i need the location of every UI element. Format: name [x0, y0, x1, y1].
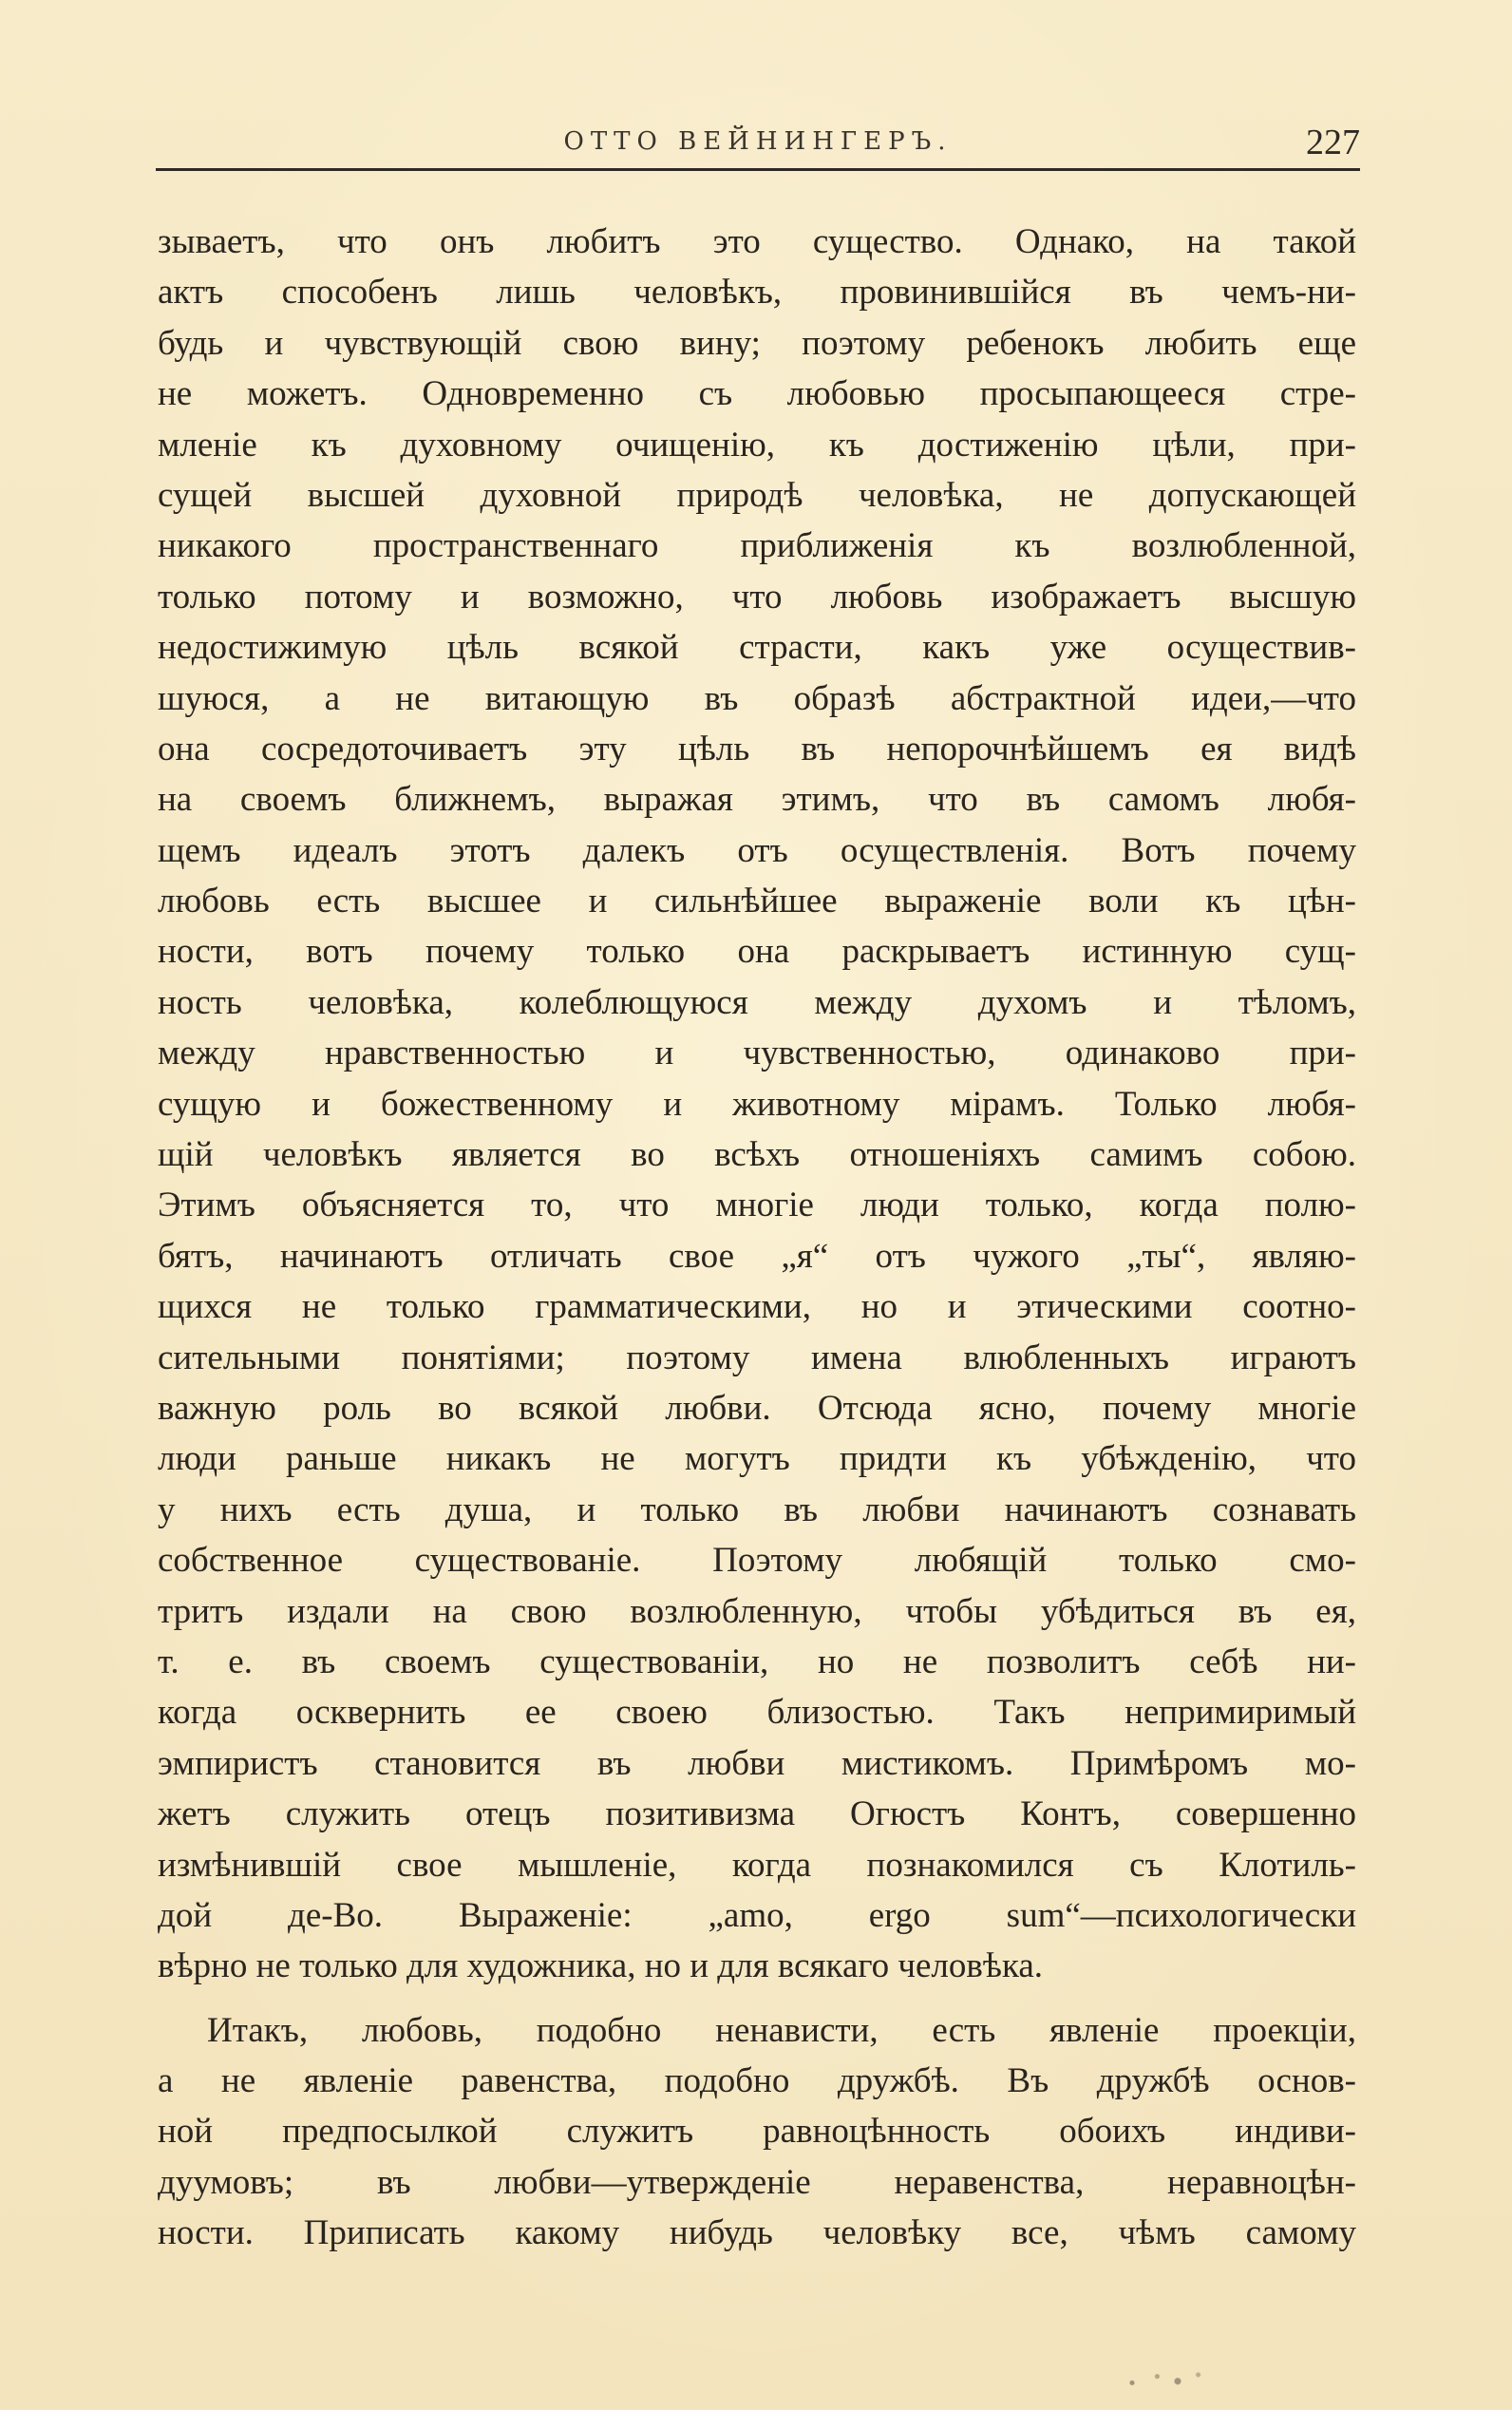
text-line: недостижимую цѣль всякой страсти, какъ уже осуществив-	[158, 628, 1356, 668]
text-line: ность человѣка, колеблющуюся между духомъ и тѣломъ,	[158, 982, 1356, 1022]
text-line: тритъ издали на свою возлюбленную, чтобы убѣдиться въ ея,	[158, 1591, 1356, 1631]
header-rule	[156, 168, 1360, 171]
text-line: на своемъ ближнемъ, выражая этимъ, что въ самомъ любя-	[158, 780, 1356, 820]
text-line: актъ способенъ лишь человѣкъ, провинившійся въ чемъ-ни-	[158, 273, 1356, 313]
text-line: сущей высшей духовной природѣ человѣка, не допускающей	[158, 475, 1356, 515]
ink-speck	[1109, 2363, 1223, 2396]
text-line: щихся не только грамматическими, но и этическими соотно-	[158, 1287, 1356, 1327]
text-line: щемъ идеалъ этотъ далекъ отъ осуществленія. Вотъ почему	[158, 830, 1356, 870]
text-line: дой де-Во. Выраженіе: „amo, ergo sum“—психологически	[158, 1895, 1356, 1935]
text-line: вѣрно не только для художника, но и для всякаго человѣка.	[158, 1946, 1044, 1986]
text-line: она сосредоточиваетъ эту цѣль въ непорочнѣйшемъ ея видѣ	[158, 729, 1356, 769]
text-line: ной предпосылкой служитъ равноцѣнность обоихъ индиви-	[158, 2112, 1356, 2152]
text-line: между нравственностью и чувственностью, одинаково при-	[158, 1034, 1356, 1073]
text-line: щій человѣкъ является во всѣхъ отношеніяхъ самимъ собою.	[158, 1135, 1356, 1175]
text-line: любовь есть высшее и сильнѣйшее выраженіе воли къ цѣн-	[158, 882, 1356, 921]
text-line: Этимъ объясняется то, что многіе люди только, когда полю-	[158, 1186, 1356, 1225]
running-title: ОТТО ВЕЙНИНГЕРЪ.	[563, 127, 953, 156]
page-number: 227	[1306, 123, 1360, 162]
text-line: собственное существованіе. Поэтому любящій только смо-	[158, 1541, 1356, 1581]
text-line: эмпиристъ становится въ любви мистикомъ. Примѣромъ мо-	[158, 1743, 1356, 1783]
text-line: будь и чувствующій свою вину; поэтому ребенокъ любить еще	[158, 323, 1356, 363]
text-line: сительными понятіями; поэтому имена влюбленныхъ играютъ	[158, 1338, 1356, 1377]
text-line: важную роль во всякой любви. Отсюда ясно, почему многіе	[158, 1388, 1356, 1428]
text-line: бятъ, начинаютъ отличать свое „я“ отъ чужого „ты“, являю-	[158, 1236, 1356, 1276]
running-head	[156, 122, 1360, 165]
text-line: дуумовъ; въ любви—утвержденіе неравенства, неравноцѣн-	[158, 2162, 1356, 2202]
text-line: зываетъ, что онъ любитъ это существо. Однако, на такой	[158, 222, 1356, 261]
text-line: не можетъ. Одновременно съ любовью просыпающееся стре-	[158, 374, 1356, 414]
text-line: ности, вотъ почему только она раскрываетъ истинную сущ-	[158, 932, 1356, 972]
text-line: сущую и божественному и животному мірамъ. Только любя-	[158, 1084, 1356, 1124]
paragraph-gap	[158, 1992, 1356, 2005]
text-line: а не явленіе равенства, подобно дружбѣ. Въ дружбѣ основ-	[158, 2061, 1356, 2101]
text-line: когда осквернить ее своею близостью. Такъ непримиримый	[158, 1693, 1356, 1733]
text-line: у нихъ есть душа, и только въ любви начинаютъ сознавать	[158, 1490, 1356, 1529]
text-line: никакого пространственнаго приближенія къ возлюбленной,	[158, 526, 1356, 566]
text-line: т. е. въ своемъ существованіи, но не позволитъ себѣ ни-	[158, 1641, 1356, 1681]
text-line: шуюся, а не витающую въ образѣ абстрактной идеи,—что	[158, 678, 1356, 718]
text-line: мленіе къ духовному очищенію, къ достиженію цѣли, при-	[158, 425, 1356, 465]
text-line: Итакъ, любовь, подобно ненависти, есть явленіе проекціи,	[207, 2010, 1356, 2050]
text-line: только потому и возможно, что любовь изображаетъ высшую	[158, 577, 1356, 617]
body-text	[158, 217, 1356, 2259]
text-line: измѣнившій свое мышленіе, когда познакомился съ Клотиль-	[158, 1845, 1356, 1885]
text-line: ности. Приписать какому нибудь человѣку все, чѣмъ самому	[158, 2213, 1356, 2253]
text-line: люди раньше никакъ не могутъ придти къ убѣжденію, что	[158, 1439, 1356, 1479]
text-line: жетъ служить отецъ позитивизма Огюстъ Контъ, совершенно	[158, 1794, 1356, 1834]
